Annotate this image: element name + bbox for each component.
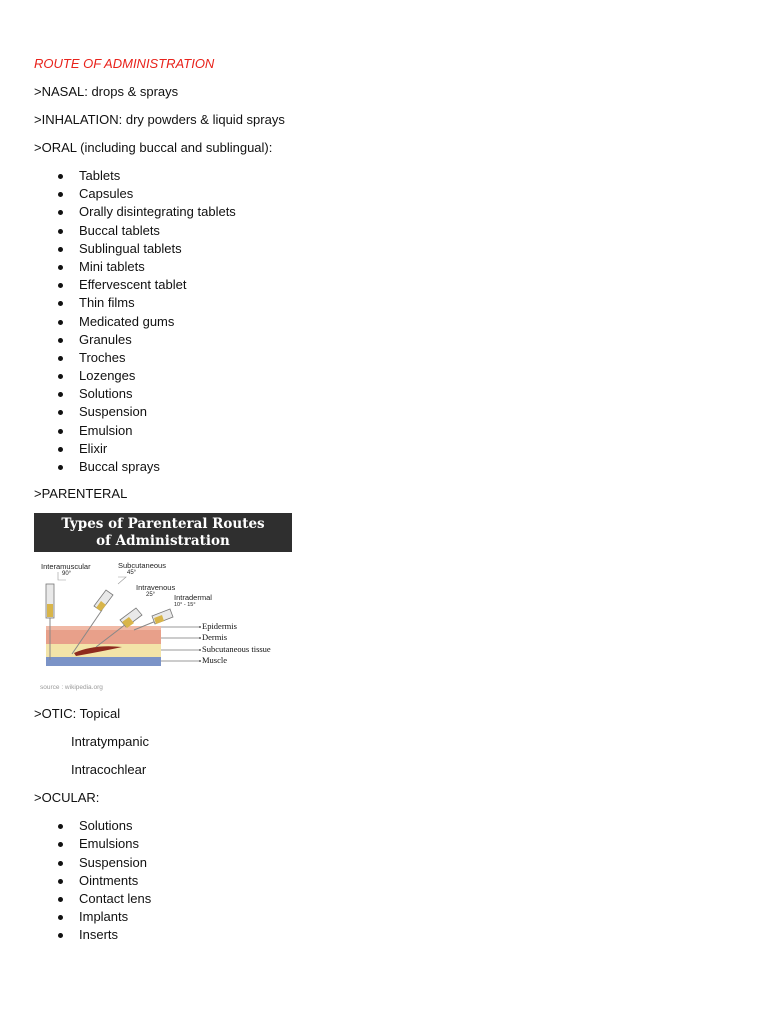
label-intravenous: Intravenous bbox=[136, 583, 176, 593]
list-item: Granules bbox=[34, 331, 734, 349]
oral-list bbox=[34, 167, 734, 476]
label-intramuscular: Interamuscular bbox=[41, 562, 91, 572]
figure-source: source : wikipedia.org bbox=[40, 684, 103, 692]
otic-sub-intratympanic: Intratympanic bbox=[71, 734, 150, 750]
list-item: Solutions bbox=[34, 385, 734, 403]
angle-marker-45 bbox=[118, 577, 126, 584]
list-item: Contact lens bbox=[34, 890, 734, 908]
list-item: Troches bbox=[34, 349, 734, 367]
list-item: Sublingual tablets bbox=[34, 240, 734, 258]
list-item: Inserts bbox=[34, 926, 734, 944]
list-item: Capsules bbox=[34, 185, 734, 203]
list-item: Elixir bbox=[34, 440, 734, 458]
list-item: Solutions bbox=[34, 817, 734, 835]
list-item: Medicated gums bbox=[34, 313, 734, 331]
layer-muscle: Muscle bbox=[202, 655, 228, 666]
document-page bbox=[34, 55, 734, 954]
layer-dermis: Dermis bbox=[202, 632, 228, 643]
parenteral-routes-figure bbox=[34, 513, 292, 695]
muscle-layer bbox=[46, 657, 161, 666]
label-intramuscular-angle: 90° bbox=[62, 571, 72, 578]
nasal-line: >NASAL: drops & sprays bbox=[34, 84, 179, 99]
label-intradermal-angle: 10° - 15° bbox=[174, 602, 196, 609]
figure-title-line2: of Administration bbox=[96, 533, 230, 550]
parenteral-heading: >PARENTERAL bbox=[34, 486, 128, 502]
label-intravenous-angle: 25° bbox=[146, 592, 156, 599]
list-item: Implants bbox=[34, 908, 734, 926]
list-item: Buccal tablets bbox=[34, 222, 734, 240]
injection-diagram bbox=[34, 552, 292, 695]
page-title: ROUTE OF ADMINISTRATION bbox=[34, 56, 215, 71]
label-subcutaneous: Subcutaneous bbox=[118, 561, 166, 571]
ocular-heading: >OCULAR: bbox=[34, 790, 100, 806]
otic-heading: >OTIC: Topical bbox=[34, 706, 121, 722]
inhalation-line: >INHALATION: dry powders & liquid sprays bbox=[34, 112, 285, 127]
otic-sub-intracochlear: Intracochlear bbox=[71, 762, 147, 778]
list-item: Tablets bbox=[34, 167, 734, 185]
layer-epidermis: Epidermis bbox=[202, 621, 237, 632]
figure-illustration bbox=[34, 552, 292, 695]
list-item: Mini tablets bbox=[34, 258, 734, 276]
list-item: Ointments bbox=[34, 872, 734, 890]
list-item: Effervescent tablet bbox=[34, 276, 734, 294]
list-item: Buccal sprays bbox=[34, 458, 734, 476]
list-item: Emulsion bbox=[34, 422, 734, 440]
list-item: Suspension bbox=[34, 854, 734, 872]
figure-title-line1: Types of Parenteral Routes bbox=[61, 516, 265, 533]
epidermis-layer bbox=[46, 626, 161, 630]
list-item: Thin films bbox=[34, 294, 734, 312]
list-item: Lozenges bbox=[34, 367, 734, 385]
figure-header bbox=[34, 513, 292, 552]
list-item: Emulsions bbox=[34, 835, 734, 853]
label-subcutaneous-angle: 45° bbox=[127, 570, 137, 577]
list-item: Suspension bbox=[34, 403, 734, 421]
label-intradermal: Intradermal bbox=[174, 593, 212, 603]
list-item: Orally disintegrating tablets bbox=[34, 203, 734, 221]
layer-subcutaneous: Subcutaneous tissue bbox=[202, 644, 271, 655]
oral-heading: >ORAL (including buccal and sublingual): bbox=[34, 140, 273, 155]
ocular-list bbox=[34, 817, 734, 944]
dermis-layer bbox=[46, 630, 161, 644]
